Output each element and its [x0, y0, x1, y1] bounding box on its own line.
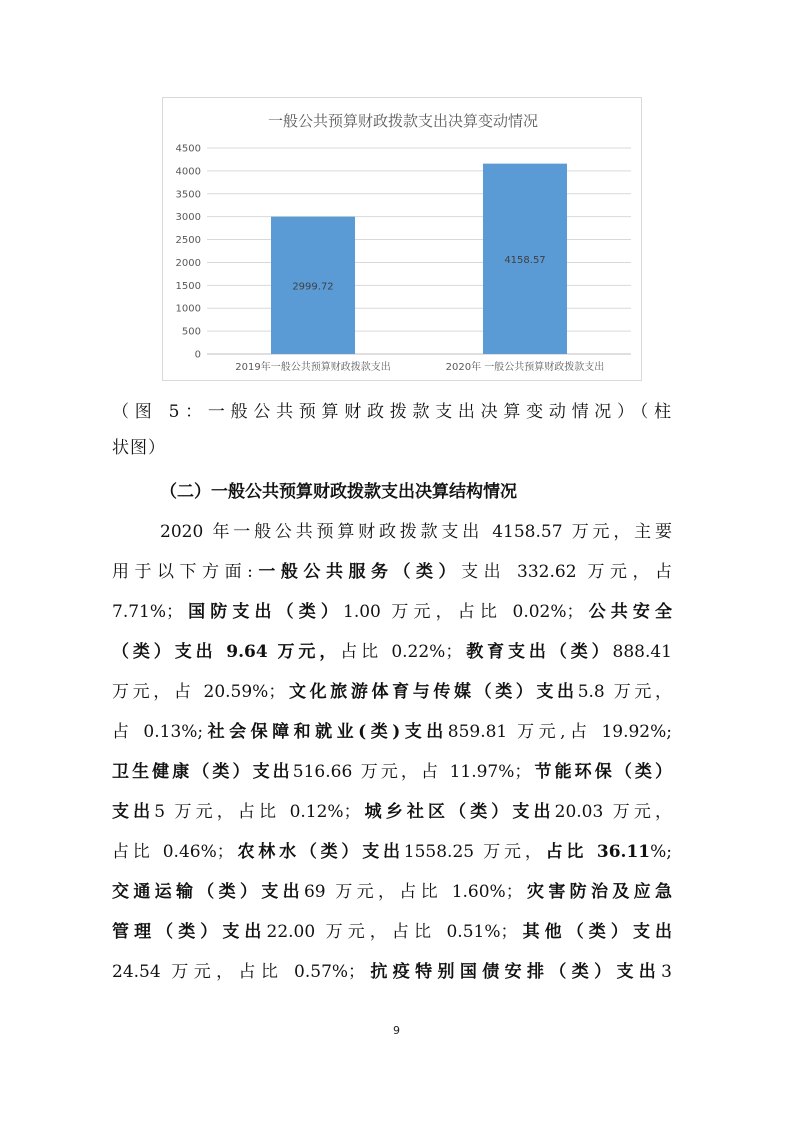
text-run: 用于以下方面:: [112, 562, 253, 582]
category-disaster-management: 管理（类）支出: [112, 922, 267, 942]
paragraph-line-2: [112, 555, 672, 589]
paragraph-line-12: [112, 955, 672, 989]
y-tick-label: 500: [181, 326, 201, 338]
text-run: 占比 0.22%；: [340, 642, 463, 662]
paragraph-line-1: 2020 年一般公共预算财政拨款支出 4158.57 万元，主要: [160, 522, 672, 542]
text-run: 支出 332.62 万元，占: [461, 562, 673, 582]
chart-svg: [163, 98, 643, 382]
paragraph-line-4: [112, 635, 672, 669]
data-label: 2999.72: [292, 281, 334, 293]
category-general-public-services: 一般公共服务（类）: [252, 562, 462, 582]
paragraph-line-8: [112, 795, 672, 829]
category-label: 2020年 一般公共预算财政拨款支出: [445, 362, 605, 373]
paragraph-line-10: [112, 875, 672, 909]
category-agriculture-forestry-water: 农林水（类）支出: [233, 842, 404, 862]
text-run: 1558.25 万元，: [403, 842, 546, 862]
chart-title: 一般公共预算财政拨款支出决算变动情况: [267, 112, 539, 130]
y-tick-label: 2000: [175, 257, 201, 269]
category-disaster-prevention: 灾害防治及应急: [522, 882, 672, 902]
text-run: %;: [650, 842, 672, 862]
data-label: 4158.57: [504, 254, 546, 266]
text-run: 5.8 万元，: [577, 682, 672, 702]
text-run: 7.71%；: [112, 602, 184, 622]
category-education: 教育支出（类）: [462, 642, 613, 662]
page-number: 9: [393, 1024, 400, 1037]
text-run: 20.03 万元，: [554, 802, 673, 822]
y-tick-label: 3500: [175, 189, 201, 201]
figure-caption-line-1: （图 5：一般公共预算财政拨款支出决算变动情况）（柱: [112, 402, 672, 422]
category-public-security: 公共安全: [583, 602, 673, 622]
y-tick-label: 3000: [175, 212, 201, 224]
text-run: 859.81 万元,占 19.92%;: [447, 722, 672, 742]
paragraph-line-7: [112, 755, 672, 789]
category-anti-epidemic-bonds: 抗疫特别国债安排（类）支出: [365, 962, 662, 982]
category-energy-environment-expense: 支出: [112, 802, 155, 822]
text-run: 888.41: [612, 642, 672, 662]
text-run: 69 万元，占比 1.60%；: [303, 882, 523, 902]
category-urban-rural-community: 城乡社区（类）支出: [360, 802, 555, 822]
category-other: 其他（类）支出: [517, 922, 673, 942]
text-run: 516.66 万元，占 11.97%；: [292, 762, 532, 782]
category-defense: 国防支出（类）: [183, 602, 343, 622]
y-tick-label: 4500: [175, 143, 201, 155]
category-label: 2019年一般公共预算财政拨款支出: [235, 362, 391, 373]
text-run: 占比 0.46%；: [112, 842, 234, 862]
agriculture-share: 占比 36.11: [545, 842, 651, 862]
text-run: 万元，占 20.59%；: [112, 682, 286, 702]
y-tick-label: 1500: [175, 280, 201, 292]
category-culture-tourism-sports-media: 文化旅游体育与传媒（类）支出: [285, 682, 578, 702]
paragraph-line-11: [112, 915, 672, 949]
y-tick-label: 4000: [175, 166, 201, 178]
category-energy-environment: 节能环保（类）: [531, 762, 673, 782]
category-public-security-amount: （类）支出 9.64 万元，: [112, 642, 341, 662]
section-heading: （二）一般公共预算财政拨款支出决算结构情况: [160, 482, 517, 502]
paragraph-line-5: [112, 675, 672, 709]
category-transportation: 交通运输（类）支出: [112, 882, 304, 902]
text-run: 24.54 万元，占比 0.57%；: [112, 962, 366, 982]
text-run: 3: [661, 962, 672, 982]
category-health: 卫生健康（类）支出: [112, 762, 293, 782]
y-tick-label: 2500: [175, 235, 201, 247]
text-run: 22.00 万元，占比 0.51%；: [266, 922, 518, 942]
text-run: 1.00 万元，占比 0.02%；: [343, 602, 584, 622]
y-tick-label: 0: [194, 349, 201, 361]
paragraph-line-3: [112, 595, 672, 629]
bar-chart: [162, 97, 642, 381]
text-run: 占 0.13%;: [112, 722, 204, 742]
paragraph-line-9: [112, 835, 672, 869]
y-tick-label: 1000: [175, 303, 201, 315]
figure-caption-line-2: 状图）: [112, 438, 166, 458]
paragraph-line-6: [112, 715, 672, 749]
text-run: 5 万元，占比 0.12%；: [154, 802, 361, 822]
category-social-security-employment: 社会保障和就业(类)支出: [203, 722, 448, 742]
